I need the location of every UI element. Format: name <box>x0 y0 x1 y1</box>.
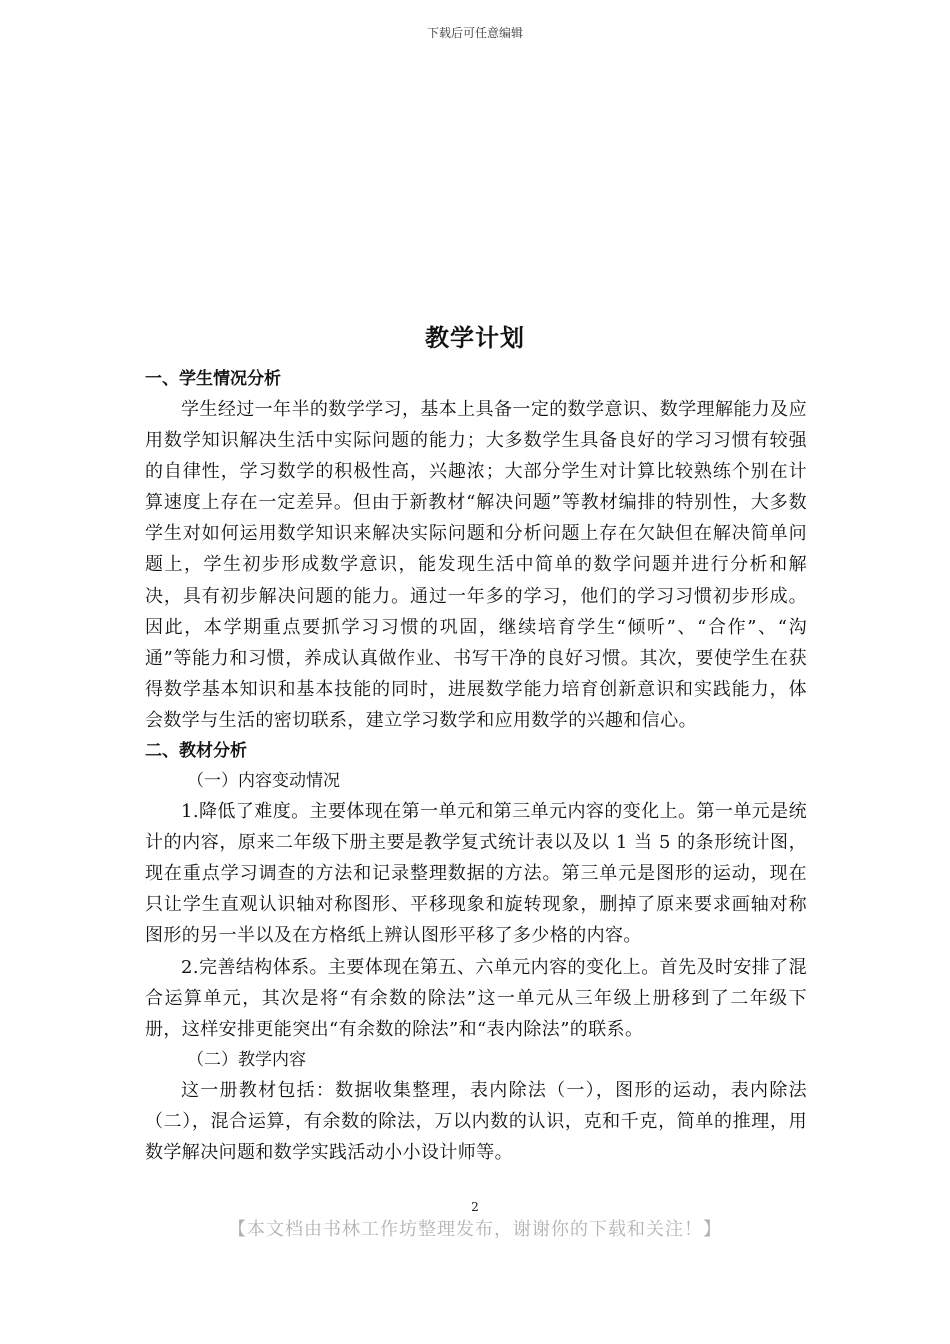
page-number: 2 <box>471 1200 479 1214</box>
paragraph-reduced-difficulty: 1.降低了难度。主要体现在第一单元和第三单元内容的变化上。第一单元是统计的内容，原来二年级下册主要是教学复式统计表以及以 1 当 5 的条形统计图，现在重点学习调查的方法和记录整理数据的方法。第三单元是图形的运动，现在只让学生直观认识轴对称图形、平移现象和旋转现象，删掉了原来要求画轴对称图形的另一半以及在方格纸上辨认图形平移了多少格的内容。 <box>145 801 807 947</box>
subheading-content-changes: （一）内容变动情况 <box>187 771 340 792</box>
paragraph-teaching-content: 这一册教材包括：数据收集整理，表内除法（一），图形的运动，表内除法（二），混合运算，有余数的除法，万以内数的认识，克和千克，简单的推理，用数学解决问题和数学实践活动小小设计师等。 <box>145 1079 807 1163</box>
header-note: 下载后可任意编辑 <box>426 26 523 40</box>
footer-watermark-text: 【本文档由书林工作坊整理发布，谢谢你的下载和关注！】 <box>228 1219 722 1240</box>
section-heading-textbook-analysis: 二、教材分析 <box>145 741 247 762</box>
paragraph-improved-structure: 2.完善结构体系。主要体现在第五、六单元内容的变化上。首先及时安排了混合运算单元，其次是将“有余数的除法”这一单元从三年级上册移到了二年级下册，这样安排更能突出“有余数的除法”和“表内除法”的联系。 <box>145 956 807 1040</box>
document-body <box>145 364 807 1168</box>
section-heading-student-analysis: 一、学生情况分析 <box>145 369 281 389</box>
paragraph-student-analysis: 学生经过一年半的数学学习，基本上具备一定的数学意识、数学理解能力及应用数学知识解决生活中实际问题的能力；大多数学生具备良好的学习习惯有较强的自律性，学习数学的积极性高，兴趣浓；大部分学生对计算比较熟练个别在计算速度上存在一定差异。但由于新教材“解决问题”等教材编排的特别性，大多数学生对如何运用数学知识来解决实际问题和分析问题上存在欠缺但在解决简单问题上，学生初步形成数学意识，能发现生活中简单的数学问题并进行分析和解决，具有初步解决问题的能力。通过一年多的学习，他们的学习习惯初步形成。因此，本学期重点要抓学习习惯的巩固，继续培育学生“倾听”、“合作”、“沟通”等能力和习惯，养成认真做作业、书写干净的良好习惯。其次，要使学生在获得数学基本知识和基本技能的同时，进展数学能力培育创新意识和实践能力，体会数学与生活的密切联系，建立学习数学和应用数学的兴趣和信心。 <box>145 399 807 731</box>
subheading-teaching-content: （二）教学内容 <box>187 1049 306 1070</box>
document-title: 教学计划 <box>425 324 525 352</box>
